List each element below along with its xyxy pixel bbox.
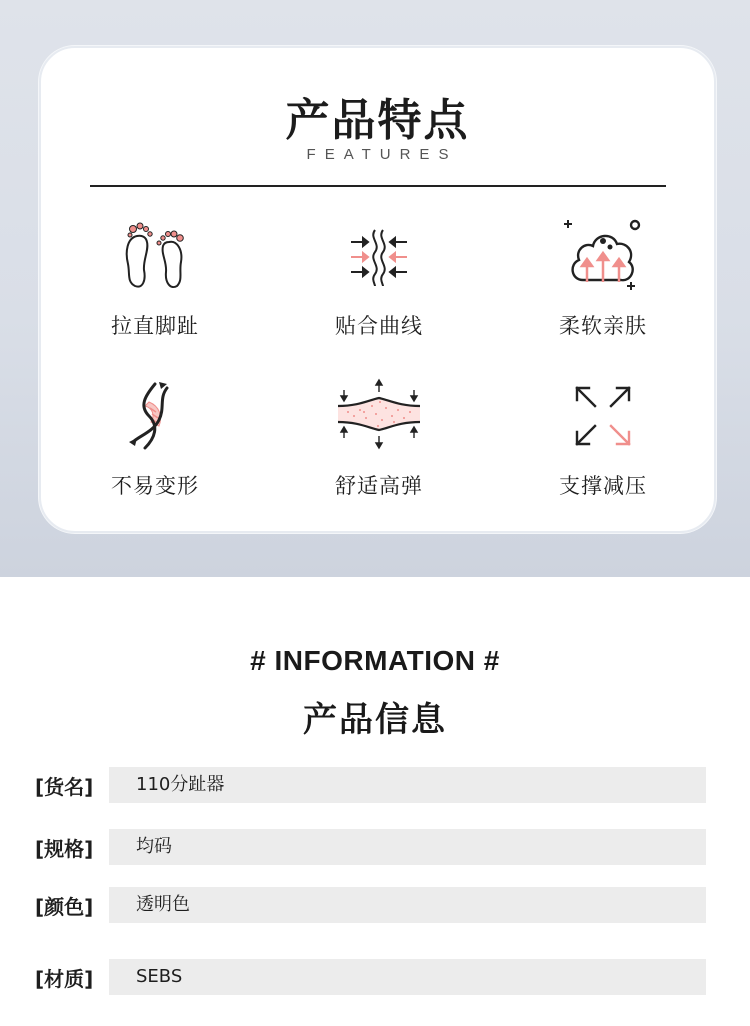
soft-bubbles-icon [563,216,643,296]
feature-label: 贴合曲线 [335,314,423,338]
feature-item-soft-skin [513,216,693,340]
features-card [39,46,716,533]
info-row-color [35,887,706,923]
features-subtitle: FEATURES [306,146,458,163]
info-key: [颜色] [35,895,94,919]
feature-item-support-relief [513,376,693,500]
info-key: [材质] [35,967,94,991]
feet-icon [115,216,195,296]
information-heading: # INFORMATION # [250,645,500,676]
feature-item-fit-curve [289,216,469,340]
info-value: 均码 [109,829,706,865]
info-key: [货名] [35,775,94,799]
feature-label: 支撑减压 [559,474,647,498]
curve-fit-icon [339,216,419,296]
info-row-size [35,829,706,865]
info-key: [规格] [35,837,94,861]
info-row-material [35,959,706,995]
feature-item-straighten-toes [65,216,245,340]
feature-item-no-deform [65,376,245,500]
info-value: 110分趾器 [109,767,706,803]
features-title: 产品特点 [285,95,470,146]
dna-twist-icon [115,376,195,456]
info-value: 透明色 [109,887,706,923]
info-value: SEBS [109,959,706,995]
info-row-name [35,767,706,803]
features-grid [41,48,714,531]
feature-label: 柔软亲肤 [559,314,647,338]
information-title: 产品信息 [303,700,447,740]
feature-item-high-elastic [289,376,469,500]
feature-label: 拉直脚趾 [111,314,199,338]
feature-label: 不易变形 [111,474,199,498]
pressure-arrows-icon [563,376,643,456]
elastic-cushion-icon [334,376,424,456]
feature-label: 舒适高弹 [335,474,423,498]
